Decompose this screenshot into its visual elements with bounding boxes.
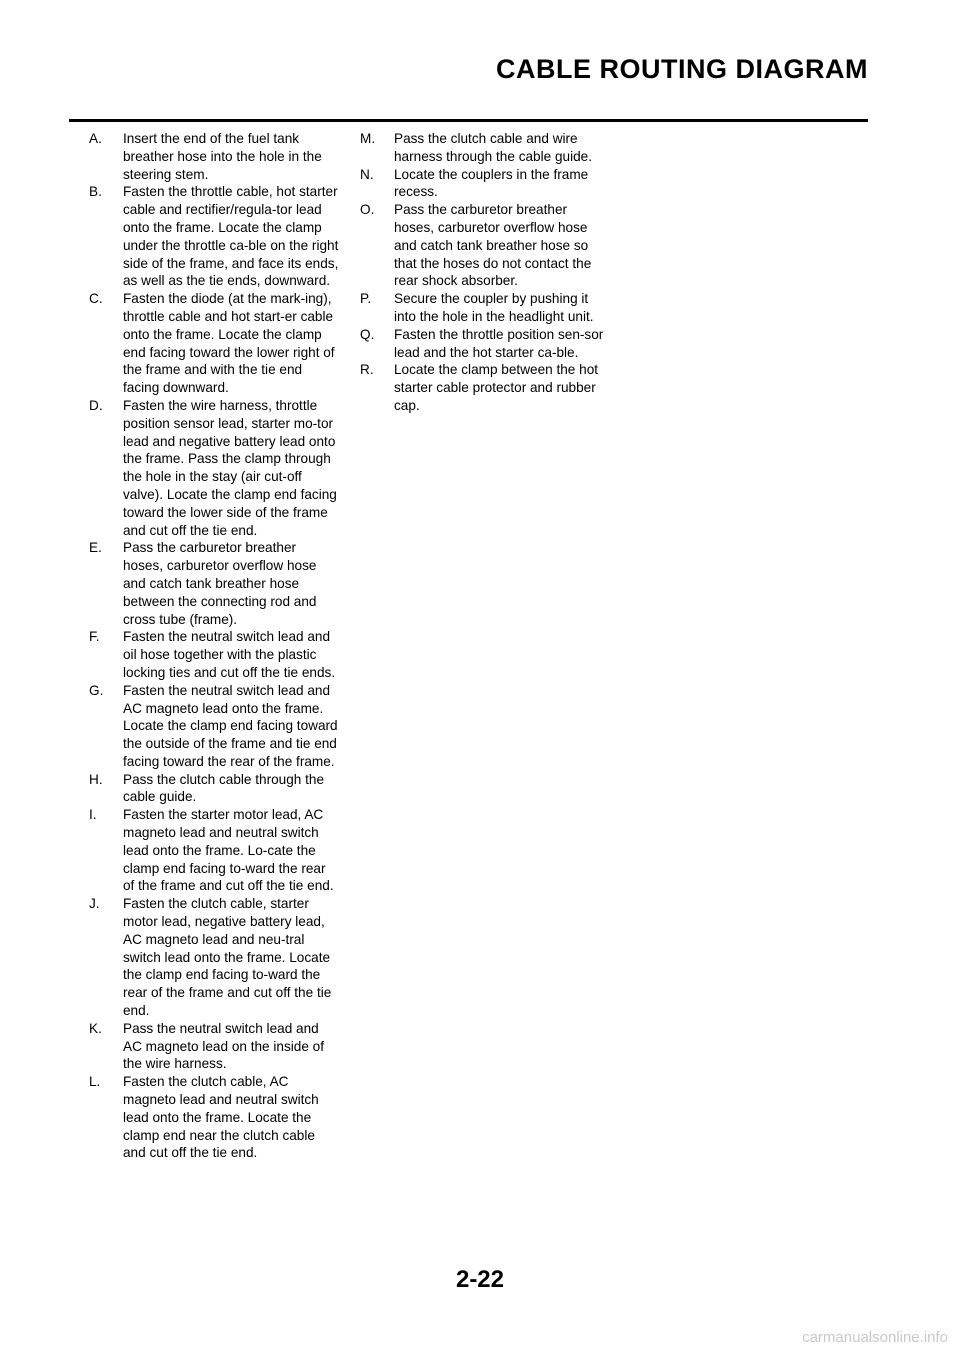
instruction-text: Pass the clutch cable through the cable guide.	[123, 771, 325, 805]
instruction-letter: G.	[89, 682, 104, 698]
page-number: 2-22	[455, 1266, 505, 1293]
title-divider	[69, 119, 868, 122]
instruction-text: Pass the neutral switch lead and AC magneto lead on the inside of the wire harness.	[123, 1020, 325, 1072]
watermark: carmanualsonline.info	[802, 1329, 948, 1346]
instruction-o	[360, 201, 610, 290]
instruction-letter: B.	[89, 184, 102, 200]
instruction-text: Fasten the throttle position sen-sor lead and the hot starter ca-ble.	[394, 326, 604, 360]
instruction-g	[89, 682, 339, 771]
instruction-letter: L.	[89, 1074, 101, 1090]
instruction-e	[89, 539, 339, 628]
instruction-letter: O.	[360, 202, 375, 218]
instruction-text: Locate the clamp between the hot starter cable protector and rubber cap.	[394, 362, 599, 413]
instruction-text: Fasten the neutral switch lead and AC magneto lead onto the frame. Locate the clamp end facing toward the outside of the frame and tie end facing toward the rear of the frame.	[123, 682, 338, 769]
instruction-n	[360, 166, 610, 202]
instruction-letter: E.	[89, 540, 102, 556]
instruction-letter: H.	[89, 771, 103, 787]
instruction-j	[89, 895, 339, 1020]
page-title: CABLE ROUTING DIAGRAM	[496, 54, 868, 84]
instruction-h	[89, 771, 339, 807]
instruction-letter: Q.	[360, 326, 375, 342]
instructions-right-column	[360, 130, 610, 415]
instruction-text: Pass the carburetor breather hoses, carburetor overflow hose and catch tank breather hose between the connecting rod and cross tube (frame).	[123, 540, 317, 627]
instruction-text: Pass the clutch cable and wire harness through the cable guide.	[394, 131, 593, 164]
instruction-a	[89, 130, 339, 183]
instruction-letter: K.	[89, 1020, 102, 1036]
instruction-text: Pass the carburetor breather hoses, carburetor overflow hose and catch tank breather hose so that the hoses do not contact the rear shock absorber.	[394, 202, 592, 289]
instruction-i	[89, 806, 339, 895]
instruction-letter: R.	[360, 362, 374, 378]
instruction-text: Fasten the throttle cable, hot starter cable and rectifier/regula-tor lead onto the frame. Locate the clamp under the throttle ca-ble on the right side of the frame, and face its ends, as well as the tie ends, downward.	[123, 184, 339, 289]
instruction-p	[360, 290, 610, 326]
instruction-letter: F.	[89, 629, 100, 645]
instruction-m	[360, 130, 610, 166]
instruction-text: Secure the coupler by pushing it into the hole in the headlight unit.	[394, 291, 594, 324]
instruction-text: Insert the end of the fuel tank breather hose into the hole in the steering stem.	[123, 131, 322, 182]
instruction-letter: A.	[89, 131, 102, 146]
instruction-r	[360, 361, 610, 414]
instruction-letter: N.	[360, 166, 374, 182]
instruction-letter: D.	[89, 397, 103, 413]
instruction-text: Fasten the neutral switch lead and oil hose together with the plastic locking ties and cut off the tie ends.	[123, 629, 336, 680]
instruction-d	[89, 397, 339, 539]
instruction-text: Locate the couplers in the frame recess.	[394, 166, 589, 200]
instruction-c	[89, 290, 339, 397]
instruction-letter: C.	[89, 291, 103, 307]
instruction-text: Fasten the wire harness, throttle position sensor lead, starter mo-tor lead and negative battery lead onto the frame. Pass the clamp through the hole in the stay (air cut-off valve). Locate the clamp end facing toward the lower side of the frame and cut off the tie end.	[123, 397, 337, 538]
instruction-letter: J.	[89, 896, 100, 912]
instruction-k	[89, 1020, 339, 1073]
instruction-text: Fasten the diode (at the mark-ing), throttle cable and hot start-er cable onto the frame. Locate the clamp end facing toward the lower right of the frame and with the tie end facing downward.	[123, 291, 335, 396]
instruction-l	[89, 1073, 339, 1162]
instructions-left-column	[89, 130, 339, 1162]
instruction-f	[89, 628, 339, 681]
instruction-text: Fasten the starter motor lead, AC magneto lead and neutral switch lead onto the frame. Lo-cate the clamp end facing to-ward the rear of the frame and cut off the tie end.	[123, 807, 334, 894]
instruction-text: Fasten the clutch cable, starter motor lead, negative battery lead, AC magneto lead and neu-tral switch lead onto the frame. Locate the clamp end facing to-ward the rear of the frame and cut off the tie end.	[123, 896, 332, 1019]
instruction-b	[89, 183, 339, 290]
instruction-text: Fasten the clutch cable, AC magneto lead and neutral switch lead onto the frame. Locate the clamp end near the clutch cable and cut off the tie end.	[123, 1074, 319, 1161]
instruction-letter: M.	[360, 131, 376, 146]
instruction-q	[360, 326, 610, 362]
instruction-letter: P.	[360, 291, 372, 307]
instruction-letter: I.	[89, 807, 97, 823]
